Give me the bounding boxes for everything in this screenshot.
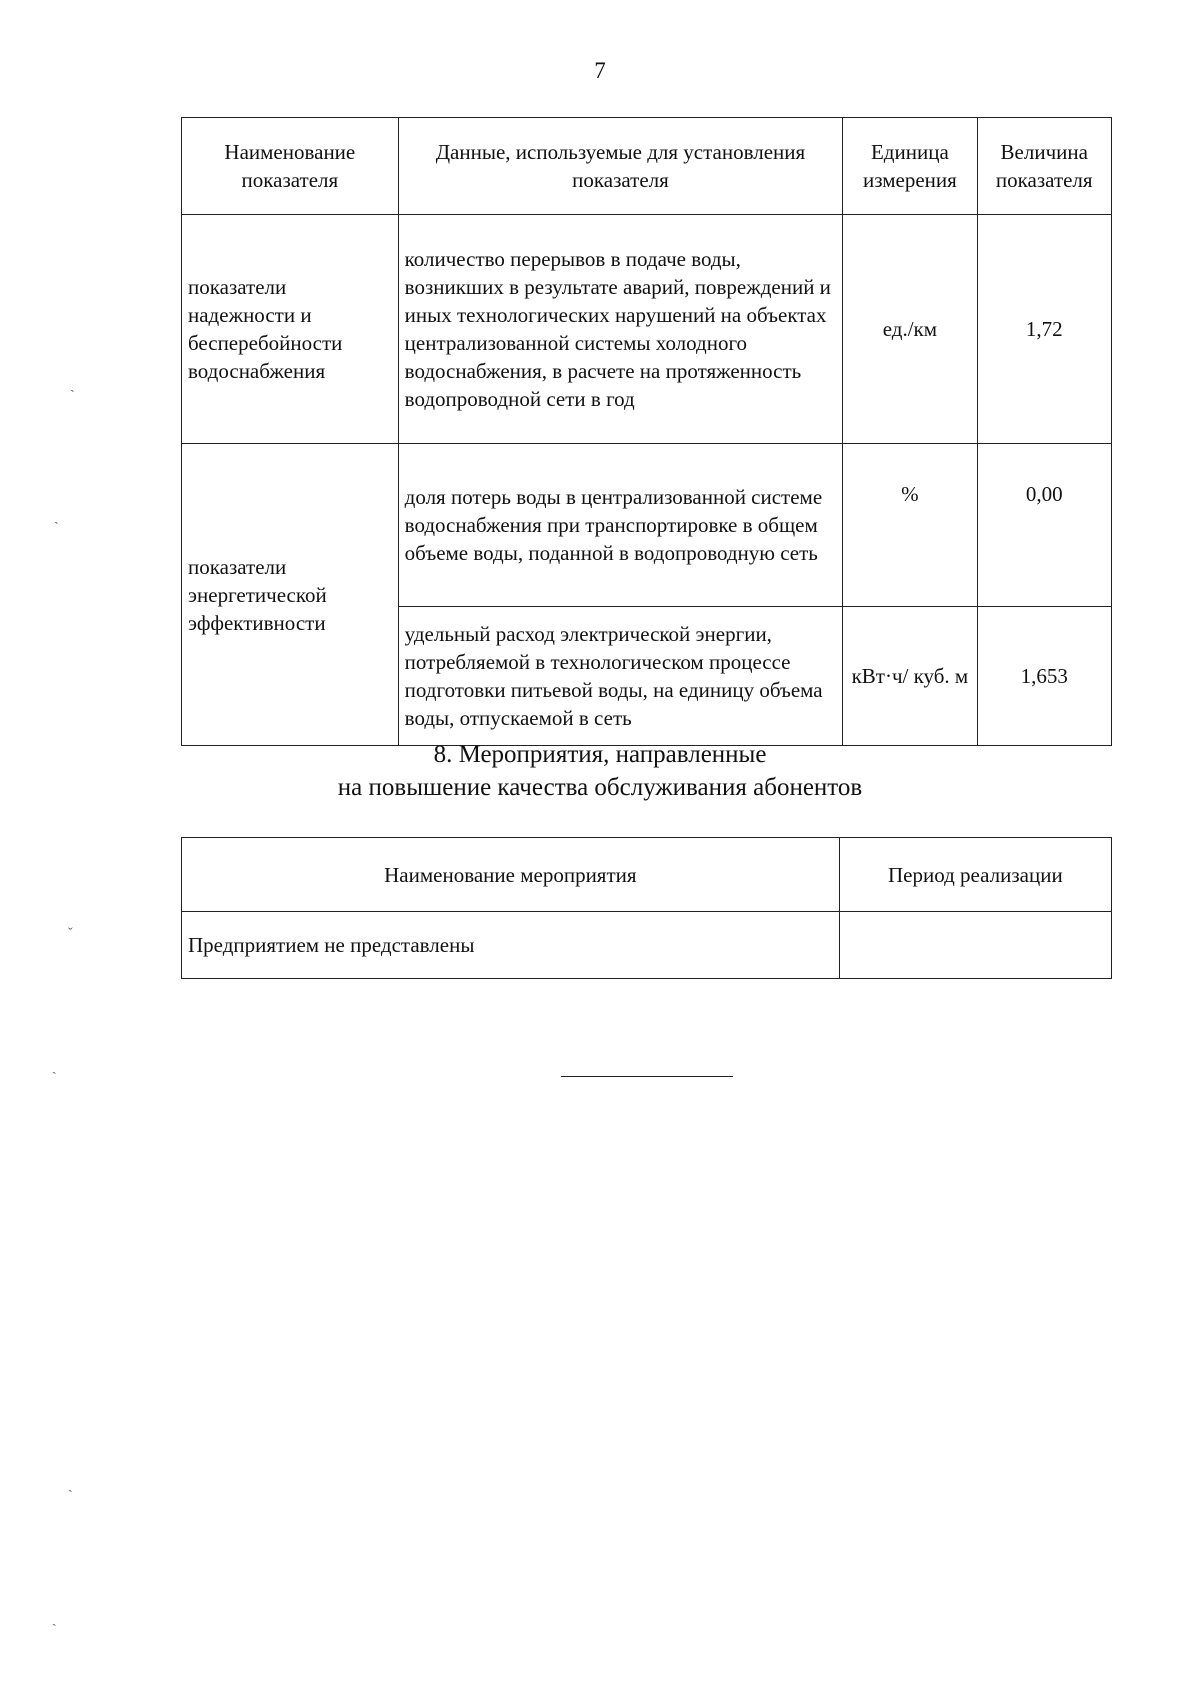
page-number: 7 [594, 58, 606, 83]
indicator-data-cell: удельный расход электрической энергии, потребляемой в технологическом процессе подготовки питьевой воды, на единицу объема воды, отпускаемой в сеть [398, 607, 843, 746]
header-measure-name: Наименование мероприятия [182, 838, 840, 912]
table-header-row [182, 118, 1112, 215]
header-value: Величина показателя [977, 118, 1112, 215]
section-heading-line: на повышение качества обслуживания абонентов [337, 774, 863, 801]
scan-speck: ˏ [52, 1060, 57, 1075]
indicator-value-cell: 1,653 [977, 607, 1112, 746]
table-row [182, 215, 1112, 444]
header-indicator-name: Наименование показателя [182, 118, 399, 215]
section-heading [0, 738, 1200, 804]
header-implementation-period: Период реализации [839, 838, 1111, 912]
indicator-unit-cell: % [843, 444, 977, 607]
section-heading-line: 8. Мероприятия, направленные [433, 741, 767, 768]
table-header-row [182, 838, 1112, 912]
measures-table [181, 837, 1112, 979]
indicator-name-cell: показатели надежности и бесперебойности водоснабжения [182, 215, 399, 444]
indicator-value-cell: 1,72 [977, 215, 1112, 444]
scan-speck: ˏ [68, 1478, 73, 1493]
indicators-table [181, 117, 1112, 746]
closing-divider [561, 1076, 733, 1077]
scan-speck: ˇ [68, 926, 73, 941]
header-data-used: Данные, используемые для установления показателя [398, 118, 843, 215]
scan-speck: ˏ [52, 1612, 57, 1627]
table-row [182, 912, 1112, 979]
header-unit: Единица измерения [843, 118, 977, 215]
measure-name-cell: Предприятием не представлены [182, 912, 840, 979]
indicator-unit-cell: ед./км [843, 215, 977, 444]
scan-speck: ˏ [54, 510, 59, 525]
indicator-data-cell: количество перерывов в подаче воды, возникших в результате аварий, повреждений и иных технологических нарушений на объектах централизованной системы холодного водоснабжения, в расчете на протяженность водопроводной сети в год [398, 215, 843, 444]
indicator-unit-cell: кВт·ч/ куб. м [843, 607, 977, 746]
measure-period-cell [839, 912, 1111, 979]
indicator-name-cell: показатели энергетической эффективности [182, 444, 399, 746]
indicator-data-cell: доля потерь воды в централизованной системе водоснабжения при транспортировке в общем объеме воды, поданной в водопроводную сеть [398, 444, 843, 607]
scan-speck: ˏ [70, 378, 75, 393]
indicator-value-cell: 0,00 [977, 444, 1112, 607]
table-row [182, 444, 1112, 607]
